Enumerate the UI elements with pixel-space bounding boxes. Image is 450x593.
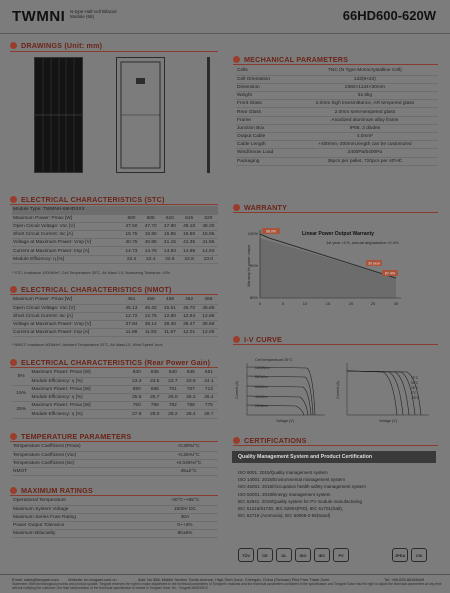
table-cell: 0~+3%	[152, 522, 218, 530]
table-cell: 2.0mm semi-tempered glass	[292, 108, 438, 116]
table-cell: 47.90	[160, 222, 179, 230]
table-cell: 80±5%	[152, 530, 218, 538]
table-cell: 1500V DC	[152, 505, 218, 513]
nmot-note: * NMOT: Irradiance 800W/m², Ambient Temperature 20°C, Air Mass1.5, Wind Speed 1m/s	[12, 343, 163, 347]
table-cell: Current at Maximum Power: Imp [A]	[12, 329, 122, 337]
table-cell: 15.80	[141, 231, 160, 239]
warranty-degradation-note: 1st year <1%, annual degradation <0.4%	[326, 240, 399, 245]
table-cell: 775	[200, 402, 218, 410]
table-cell: Voltage at Maximum Power: Vmp [V]	[12, 321, 122, 329]
section-dot-icon	[10, 433, 17, 440]
table-row	[12, 247, 218, 255]
table-row	[12, 304, 218, 312]
table-cell: 651	[200, 369, 218, 377]
table-cell	[180, 206, 199, 214]
table-row	[12, 206, 218, 214]
table-row	[236, 100, 438, 108]
table-cell: 47.70	[141, 222, 160, 230]
table-row	[12, 505, 218, 513]
table-cell: 768	[182, 402, 200, 410]
table-cell: Packaging	[236, 157, 292, 165]
table-cell: 15.95	[199, 231, 218, 239]
nmot-table	[12, 296, 218, 337]
model-name: 66HD600-620W	[342, 8, 436, 23]
table-cell: Maximum Bifaciality	[12, 530, 152, 538]
table-row	[12, 443, 218, 451]
table-cell: 45±2°C	[159, 468, 218, 476]
table-cell: 2400Pa/5400Pa	[292, 149, 438, 157]
cert-item: IEC 62716 (Ammonia), IEC 60068-2-68(Sand)	[238, 513, 331, 519]
table-cell: 630	[128, 369, 146, 377]
iv-right-xlabel: Voltage (V)	[379, 419, 397, 423]
table-cell: Anodized aluminum alloy frame	[292, 116, 438, 124]
iv-right-legend: 75°C	[411, 376, 419, 380]
table-cell	[160, 206, 179, 214]
table-cell: Short Circuit Current: Isc [A]	[12, 312, 122, 320]
table-cell: Weight	[236, 92, 292, 100]
iv-heading: I-V CURVE	[233, 335, 282, 344]
footer-address: Add: No.588, Middle Section Tianfu Avenue, High-Tech Zone, Chengdu, China (Sichuan) Pilot Free Trade Zone	[138, 577, 330, 582]
ul-logo-icon: UL	[276, 548, 292, 562]
table-cell: TNC (N Type Monocrystalline Cell)	[292, 67, 438, 75]
table-row	[12, 459, 218, 467]
iv-left-legend: 200W/m²	[255, 404, 268, 408]
table-cell: Power Output Tolerance	[12, 522, 152, 530]
iv-left-xlabel: Voltage (V)	[276, 419, 294, 423]
footer-website: Website: en.tongwei.com.cn	[68, 577, 117, 582]
table-cell: 45.89	[199, 304, 218, 312]
section-dot-icon	[233, 204, 240, 211]
iv-left-legend: 400W/m²	[255, 395, 268, 399]
table-cell: 11.97	[160, 329, 179, 337]
table-row	[12, 231, 218, 239]
warranty-heading: WARRANTY	[233, 203, 287, 212]
table-cell: 48.10	[180, 222, 199, 230]
table-cell: 15.85	[160, 231, 179, 239]
table-cell: 12.88	[199, 312, 218, 320]
iv-left-legend: 1000W/m²	[255, 366, 270, 370]
table-cell: 690	[128, 385, 146, 393]
table-cell: Frame	[236, 116, 292, 124]
table-cell: 12.76	[141, 312, 160, 320]
table-cell: +0.045%/°C	[159, 459, 218, 467]
table-cell: 14.78	[141, 247, 160, 255]
table-cell: 635	[146, 369, 164, 377]
table-cell: 615	[180, 214, 199, 222]
table-cell: 26.4	[200, 394, 218, 402]
footer-tel: Tel: +86-028-86168449	[384, 577, 425, 582]
table-row	[12, 530, 218, 538]
rear-gain-percent: 5%	[12, 369, 30, 385]
warranty-tag: 30 year	[368, 261, 380, 266]
footer-disclaimer: Statement: With technological process and product update, Tongwei reserves the right to make adjustment to the technical parameters of Tongwei's modules and the technical parameters contained in the specification and Tongwei Solar has the right to adjust the technical parameters at any time without notifying the customer; the final interpretation of the technical specification is vested in Tongwei Solar. No.: Tongwei-66HD0910	[12, 582, 442, 590]
warranty-xtick: 30	[393, 301, 399, 306]
table-cell: -0.29%/°C	[159, 443, 218, 451]
table-row	[236, 116, 438, 124]
table-cell: 640	[164, 369, 182, 377]
table-cell: 45.13	[122, 304, 141, 312]
table-cell: Temperature Coefficient (Voc)	[12, 451, 159, 459]
table-cell: 32.6kg	[292, 92, 438, 100]
section-dot-icon	[10, 487, 17, 494]
table-cell: 25.7	[146, 394, 164, 402]
certifications-list	[238, 469, 366, 519]
table-row	[12, 296, 218, 304]
table-cell	[141, 206, 160, 214]
table-cell: Module Efficiency: η [%]	[30, 394, 127, 402]
table-cell: 14.88	[180, 247, 199, 255]
cert-item: ISO 45001: 2018/Occupation health safety management system	[238, 484, 366, 490]
section-dot-icon	[10, 42, 17, 49]
iv-right-ylabel: Current (A)	[336, 381, 340, 399]
section-dot-icon	[10, 359, 17, 366]
section-dot-icon	[233, 56, 240, 63]
table-row	[12, 329, 218, 337]
certifications-banner: Quality Management System and Product Certification	[232, 451, 436, 463]
iv-left-legend: 800W/m²	[255, 375, 268, 379]
ce-logo-icon: CE	[257, 548, 273, 562]
table-cell: +400mm,-200mm,length can be customized	[292, 141, 438, 149]
rear-heading: ELECTRICAL CHARACTERISTICS (Rear Power Gain)	[10, 358, 210, 367]
table-cell: 45.32	[141, 304, 160, 312]
section-dot-icon	[10, 196, 17, 203]
table-cell: 41.15	[160, 239, 179, 247]
warranty-xtick: 0	[258, 301, 262, 306]
table-row	[236, 124, 438, 132]
table-row	[236, 67, 438, 75]
warranty-xtick: 15	[325, 301, 331, 306]
table-cell: 459	[160, 296, 179, 304]
cert-item: ISO 9001: 2015/Quality management system	[238, 470, 328, 475]
warranty-xtick: 5	[281, 301, 285, 306]
table-cell: 47.50	[122, 222, 141, 230]
table-cell: 28.7	[200, 410, 218, 418]
table-cell: Rear Glass	[236, 108, 292, 116]
table-cell: 11.89	[122, 329, 141, 337]
pv-logo-icon: PV	[333, 548, 349, 562]
table-cell: 38.35	[160, 321, 179, 329]
table-cell: 22.2	[122, 255, 141, 263]
stc-heading: ELECTRICAL CHARACTERISTICS (STC)	[10, 195, 165, 204]
table-cell: 11.93	[141, 329, 160, 337]
table-cell: 707	[182, 385, 200, 393]
table-cell: Maximum System Voltage	[12, 505, 152, 513]
iv-right-legend: 50°C	[411, 381, 419, 385]
table-cell: Voltage at Maximum Power: Vmp [V]	[12, 239, 122, 247]
table-row	[12, 402, 218, 410]
temperature-heading: TEMPERATURE PARAMETERS	[10, 432, 131, 441]
table-row	[12, 468, 218, 476]
rear-gain-percent: 15%	[12, 385, 30, 401]
table-cell: Junction Box	[236, 124, 292, 132]
cert-item: IEC 62941: 2019/Quality system for PV module manufacturing	[238, 498, 363, 504]
table-row	[236, 141, 438, 149]
warranty-ytick: 100%	[247, 231, 258, 236]
table-row	[236, 149, 438, 157]
table-cell: Temperature Coefficient (Isc)	[12, 459, 159, 467]
table-cell: 38.47	[180, 321, 199, 329]
warranty-xtick: 10	[302, 301, 308, 306]
table-cell: 12.84	[180, 312, 199, 320]
table-cell: 45.70	[180, 304, 199, 312]
table-row	[12, 239, 218, 247]
iso-logo-icon: ISO	[295, 548, 311, 562]
table-cell: 462	[180, 296, 199, 304]
table-cell: Short Circuit Current: Isc [A]	[12, 231, 122, 239]
table-cell: Maximum Power: Pmax [W]	[12, 296, 122, 304]
table-row	[12, 255, 218, 263]
table-cell: 26.2	[182, 394, 200, 402]
table-cell: 15.90	[180, 231, 199, 239]
table-cell: Wind/Snow Load	[236, 149, 292, 157]
certification-logos	[238, 548, 427, 562]
table-cell: Open Circuit Voltage: Voc [V]	[12, 222, 122, 230]
drawings-heading: DRAWINGS (Unit: mm)	[10, 41, 102, 50]
module-back-drawing	[116, 57, 165, 173]
cert-item: IEC 61215/61730, IEC 62804(PID), IEC 61701(Salt),	[238, 506, 344, 512]
mechanical-table	[236, 67, 438, 166]
table-cell: 38.68	[199, 321, 218, 329]
module-side-drawing	[207, 57, 210, 173]
table-cell: 12.80	[160, 312, 179, 320]
table-row	[12, 214, 218, 222]
warranty-ytick: 80%	[249, 295, 258, 300]
warranty-chart	[246, 226, 406, 309]
table-row	[12, 222, 218, 230]
table-cell: 451	[122, 296, 141, 304]
section-dot-icon	[10, 286, 17, 293]
table-cell: 132(6×22)	[292, 75, 438, 83]
table-cell: 28.4	[182, 410, 200, 418]
table-row	[236, 108, 438, 116]
table-cell: -0.25%/°C	[159, 451, 218, 459]
table-cell: 756	[146, 402, 164, 410]
temperature-table	[12, 443, 218, 476]
table-cell: 41.55	[199, 239, 218, 247]
table-row	[12, 513, 218, 521]
table-cell: 713	[200, 385, 218, 393]
table-cell: 26.0	[164, 394, 182, 402]
table-cell: 466	[199, 296, 218, 304]
table-cell: 23.5	[146, 377, 164, 385]
ratings-heading: MAXIMUM RATINGS	[10, 486, 93, 495]
table-cell: -40°C~+85°C	[152, 497, 218, 505]
table-cell: Dimension	[236, 83, 292, 91]
table-cell: Front Glass	[236, 100, 292, 108]
table-cell: NMOT	[12, 468, 159, 476]
table-row	[236, 157, 438, 165]
table-cell: Temperature Coefficient (Pmax)	[12, 443, 159, 451]
brand-logo: TWMNI	[12, 8, 66, 25]
table-cell: 48.30	[199, 222, 218, 230]
table-row	[12, 497, 218, 505]
table-cell: 37.94	[122, 321, 141, 329]
table-cell: Cells	[236, 67, 292, 75]
table-row	[236, 133, 438, 141]
iv-left-legend: 600W/m²	[255, 385, 268, 389]
iec-logo-icon: IEC	[314, 548, 330, 562]
table-cell: Maximum Power: Pmax [W]	[30, 369, 127, 377]
iv-left-ylabel: Current (A)	[235, 381, 239, 399]
table-row	[12, 377, 218, 385]
table-row	[12, 312, 218, 320]
table-cell: 15.75	[122, 231, 141, 239]
iv-curve-charts	[233, 355, 433, 423]
table-cell: Output Cable	[236, 133, 292, 141]
iv-left-caption: Cell temperature 25°C	[255, 358, 293, 362]
table-row	[12, 410, 218, 418]
table-cell: 600	[122, 214, 141, 222]
table-row	[236, 75, 438, 83]
table-cell: IP68, 3 diodes	[292, 124, 438, 132]
page-header	[0, 0, 450, 34]
table-cell: 25.5	[128, 394, 146, 402]
table-cell: 27.8	[128, 410, 146, 418]
warranty-xtick: 20	[348, 301, 354, 306]
warranty-ytick: 90%	[249, 263, 258, 268]
table-cell: Maximum Power: Pmax [W]	[12, 214, 122, 222]
table-row	[12, 385, 218, 393]
warranty-xtick: 25	[370, 301, 376, 306]
table-cell: Current at Maximum Power: Imp [A]	[12, 247, 122, 255]
table-row	[12, 522, 218, 530]
table-cell: 24.1	[200, 377, 218, 385]
table-cell: 28.2	[164, 410, 182, 418]
certifications-heading: CERTIFICATIONS	[233, 436, 307, 445]
section-dot-icon	[233, 437, 240, 444]
table-cell: 610	[160, 214, 179, 222]
table-cell: Module Type: TWMNH-66HDXXX	[12, 206, 122, 214]
table-cell: 23.0	[199, 255, 218, 263]
table-cell: Maximum Power: Pmax [W]	[30, 385, 127, 393]
table-cell: 2382×1134×30mm	[292, 83, 438, 91]
table-row	[236, 92, 438, 100]
table-cell: 36pcs per pallet, 720pcs per 40'HC	[292, 157, 438, 165]
table-cell: Open Circuit Voltage: Voc [V]	[12, 304, 122, 312]
table-cell: 12.72	[122, 312, 141, 320]
stc-note: * STC: Irradiance 1000W/m², Cell Temperature 25°C, Air Mass 1.5, Measuring Tolerance: ±3%	[12, 271, 171, 275]
table-cell: 762	[164, 402, 182, 410]
table-cell: 22.6	[160, 255, 179, 263]
table-cell: 605	[141, 214, 160, 222]
table-cell: 40.75	[122, 239, 141, 247]
table-cell: 40.95	[141, 239, 160, 247]
table-cell: Operational Temperature	[12, 497, 152, 505]
warranty-chart-title: Linear Power Output Warranty	[302, 231, 375, 237]
brand-subtitle: N-type Half-cell Bifacial Module (66)	[70, 9, 117, 19]
table-cell: 14.73	[122, 247, 141, 255]
table-cell: 45.51	[160, 304, 179, 312]
tuv-logo-icon: TÜV	[238, 548, 254, 562]
mechanical-heading: MECHANICAL PARAMETERS	[233, 55, 348, 64]
nmot-heading: ELECTRICAL CHARACTERISTICS (NMOT)	[10, 285, 172, 294]
table-cell: 701	[164, 385, 182, 393]
table-cell: Cell Orientation	[236, 75, 292, 83]
table-cell: 38.14	[141, 321, 160, 329]
iv-right-legend: -25°C	[411, 396, 420, 400]
table-cell: 645	[182, 369, 200, 377]
table-row	[12, 451, 218, 459]
table-cell: 41.35	[180, 239, 199, 247]
rear-gain-percent: 25%	[12, 402, 30, 418]
table-cell	[122, 206, 141, 214]
table-cell: 30A	[152, 513, 218, 521]
cert-item: ISO 14001: 2015/Environmental management system	[238, 477, 346, 483]
iv-right-legend: 0°C	[411, 391, 417, 395]
jpea-logo-icon: JPEA	[392, 548, 408, 562]
csi-logo-icon: CSI	[411, 548, 427, 562]
table-cell: 22.4	[141, 255, 160, 263]
table-cell: 2.0mm high transmittance, AR tempered glass	[292, 100, 438, 108]
iv-right-legend: 25°C	[411, 386, 419, 390]
table-cell: 23.9	[182, 377, 200, 385]
footer-email: Email: sales@tongwei.com	[12, 577, 59, 582]
table-cell: 750	[128, 402, 146, 410]
table-cell: 23.7	[164, 377, 182, 385]
table-cell: 14.83	[160, 247, 179, 255]
table-cell: Module Efficiency: η [%]	[30, 410, 127, 418]
table-cell: 4.0mm²	[292, 133, 438, 141]
table-cell: Maximum Series Fuse Rating	[12, 513, 152, 521]
table-row	[12, 394, 218, 402]
rear-table	[12, 369, 218, 419]
table-cell: Module Efficiency: η [%]	[30, 377, 127, 385]
module-front-drawing	[34, 57, 83, 173]
ratings-table	[12, 497, 218, 538]
table-row	[12, 369, 218, 377]
table-row	[12, 321, 218, 329]
cert-item: ISO 50001: 2018/Energy management system	[238, 491, 331, 497]
table-cell: 695	[146, 385, 164, 393]
table-cell: Cable Length	[236, 141, 292, 149]
table-cell: 28.0	[146, 410, 164, 418]
table-cell	[199, 206, 218, 214]
section-dot-icon	[233, 336, 240, 343]
table-cell: 620	[199, 214, 218, 222]
table-cell: 455	[141, 296, 160, 304]
table-cell: 23.3	[128, 377, 146, 385]
table-cell: Maximum Power: Pmax [W]	[30, 402, 127, 410]
table-cell: 12.05	[199, 329, 218, 337]
table-cell: 12.01	[180, 329, 199, 337]
table-cell: Module Efficiency: η [%]	[12, 255, 122, 263]
warranty-tag: 98.0%	[265, 229, 277, 234]
warranty-tag: 87.4%	[384, 271, 396, 276]
warranty-ylabel: Warranty for power output	[247, 245, 251, 287]
table-cell: 14.93	[199, 247, 218, 255]
stc-table	[12, 206, 218, 264]
table-row	[236, 83, 438, 91]
table-cell: 22.8	[180, 255, 199, 263]
